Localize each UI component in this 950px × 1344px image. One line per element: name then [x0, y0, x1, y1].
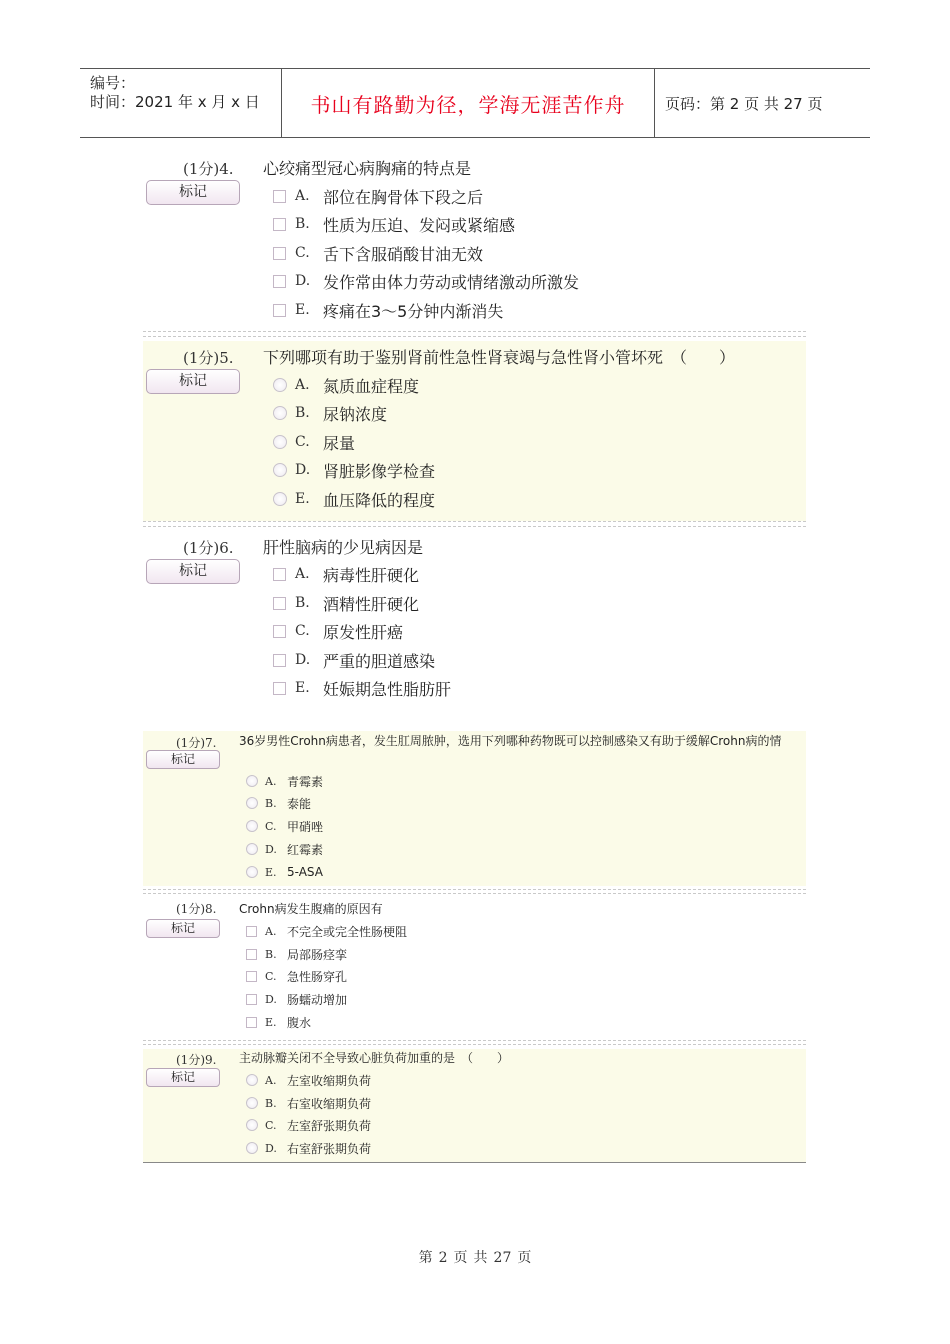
option-text: 疼痛在3～5分钟内渐消失	[323, 301, 504, 321]
checkbox[interactable]	[273, 682, 286, 695]
option-text: 妊娠期急性脂肪肝	[323, 679, 452, 699]
checkbox[interactable]	[246, 971, 257, 982]
radio[interactable]	[246, 1074, 258, 1086]
option-text: 病毒性肝硬化	[323, 565, 420, 585]
option-b[interactable]	[273, 592, 419, 614]
checkbox[interactable]	[273, 275, 286, 288]
radio[interactable]	[246, 1097, 258, 1109]
option-letter: A.	[265, 1073, 277, 1087]
option-letter: A.	[295, 377, 310, 393]
radio[interactable]	[273, 463, 287, 477]
header-motto-cell	[282, 69, 655, 137]
checkbox[interactable]	[246, 994, 257, 1005]
option-b[interactable]	[273, 402, 387, 424]
option-text: 性质为压迫、发闷或紧缩感	[323, 215, 516, 235]
option-letter: D.	[265, 842, 277, 856]
question-number: (1分)7.	[176, 736, 217, 750]
radio[interactable]	[246, 843, 258, 855]
checkbox[interactable]	[246, 949, 257, 960]
option-a[interactable]	[273, 374, 419, 396]
question-text: Crohn病发生腹痛的原因有	[239, 902, 383, 916]
option-b[interactable]	[273, 213, 515, 235]
question-number: (1分)8.	[176, 902, 217, 916]
question-text: 肝性脑病的少见病因是	[263, 538, 424, 557]
option-d[interactable]	[246, 990, 347, 1008]
option-text: 红霉素	[287, 842, 324, 857]
option-letter: A.	[295, 566, 310, 582]
option-e[interactable]	[246, 863, 323, 881]
divider	[143, 893, 806, 894]
question-4	[143, 158, 806, 328]
option-text: 泰能	[287, 796, 312, 811]
option-letter: C.	[295, 623, 310, 639]
checkbox[interactable]	[273, 304, 286, 317]
option-c[interactable]	[246, 967, 347, 985]
option-a[interactable]	[246, 922, 407, 940]
motto-text: 书山有路勤为径，学海无涯苦作舟	[310, 92, 626, 117]
option-e[interactable]	[246, 1013, 311, 1031]
divider	[143, 1044, 806, 1045]
option-text: 不完全或完全性肠梗阻	[287, 924, 408, 939]
footer-page-number: 2	[438, 1250, 448, 1266]
option-a[interactable]	[246, 1071, 371, 1089]
option-text: 右室舒张期负荷	[287, 1141, 372, 1156]
option-text: 氮质血症程度	[323, 376, 420, 396]
option-text: 严重的胆道感染	[323, 651, 436, 671]
serial-label: 编号：	[90, 74, 136, 92]
question-5	[143, 341, 806, 521]
option-text: 青霉素	[287, 774, 324, 789]
option-text: 左室舒张期负荷	[287, 1118, 372, 1133]
checkbox[interactable]	[273, 597, 286, 610]
date-label: 时间：2021 年 x 月 x 日	[90, 93, 260, 111]
footer-text: 页	[453, 1250, 468, 1266]
option-letter: B.	[265, 947, 277, 961]
radio[interactable]	[273, 378, 287, 392]
option-c[interactable]	[273, 242, 483, 264]
question-number: (1分)9.	[176, 1053, 217, 1067]
mark-button[interactable]: 标记	[146, 369, 240, 394]
option-letter: E.	[265, 865, 277, 879]
option-c[interactable]	[246, 817, 323, 835]
mark-button[interactable]: 标记	[146, 1068, 220, 1087]
option-text: 5-ASA	[287, 865, 323, 879]
option-d[interactable]	[273, 270, 579, 292]
option-letter: D.	[295, 462, 311, 478]
option-text: 尿量	[323, 433, 356, 453]
question-number: (1分)5.	[183, 349, 234, 367]
question-text: 下列哪项有助于鉴别肾前性急性肾衰竭与急性肾小管坏死 （ ）	[263, 348, 736, 367]
option-letter: C.	[265, 1118, 277, 1132]
option-letter: E.	[295, 302, 310, 318]
option-e[interactable]	[273, 677, 451, 699]
option-c[interactable]	[273, 431, 355, 453]
footer-text: 第	[418, 1250, 433, 1266]
divider	[143, 521, 806, 522]
question-number: (1分)4.	[183, 160, 234, 178]
mark-button[interactable]: 标记	[146, 180, 240, 205]
radio[interactable]	[246, 1142, 258, 1154]
checkbox[interactable]	[273, 625, 286, 638]
option-text: 局部肠痉挛	[287, 947, 348, 962]
option-text: 舌下含服硝酸甘油无效	[323, 244, 484, 264]
radio[interactable]	[246, 775, 258, 787]
option-letter: B.	[265, 1096, 277, 1110]
option-b[interactable]	[246, 1094, 371, 1112]
header-meta-cell	[80, 69, 282, 137]
divider	[143, 889, 806, 890]
option-b[interactable]	[246, 945, 347, 963]
option-d[interactable]	[246, 1139, 371, 1157]
option-c[interactable]	[273, 620, 403, 642]
option-d[interactable]	[273, 649, 435, 671]
checkbox[interactable]	[246, 926, 257, 937]
option-text: 酒精性肝硬化	[323, 594, 420, 614]
option-text: 左室收缩期负荷	[287, 1073, 372, 1088]
option-d[interactable]	[273, 459, 435, 481]
radio[interactable]	[273, 492, 287, 506]
option-letter: D.	[265, 1141, 277, 1155]
option-letter: A.	[295, 188, 310, 204]
checkbox[interactable]	[246, 1017, 257, 1028]
checkbox[interactable]	[273, 218, 286, 231]
divider	[143, 526, 806, 527]
option-letter: C.	[295, 245, 310, 261]
checkbox[interactable]	[273, 654, 286, 667]
option-letter: B.	[295, 216, 310, 232]
question-number: (1分)6.	[183, 539, 234, 557]
option-letter: E.	[295, 491, 310, 507]
question-6	[143, 537, 806, 707]
checkbox[interactable]	[273, 190, 286, 203]
option-letter: D.	[295, 273, 311, 289]
option-text: 肾脏影像学检查	[323, 461, 436, 481]
divider	[143, 336, 806, 337]
option-a[interactable]	[273, 563, 419, 585]
question-text: 主动脉瓣关闭不全导致心脏负荷加重的是 （ ）	[239, 1051, 510, 1065]
option-text: 肠蠕动增加	[287, 992, 348, 1007]
question-text: 36岁男性Crohn病患者，发生肛周脓肿，选用下列哪种药物既可以控制感染又有助于缓解Crohn病的情	[239, 734, 782, 748]
header-page-info: 页码：第 2 页 共 27 页	[665, 94, 823, 113]
option-c[interactable]	[246, 1116, 371, 1134]
option-text: 腹水	[287, 1015, 312, 1030]
option-letter: B.	[295, 595, 310, 611]
option-text: 尿钠浓度	[323, 404, 388, 424]
option-letter: D.	[295, 652, 311, 668]
radio[interactable]	[273, 435, 287, 449]
option-letter: C.	[265, 969, 277, 983]
option-e[interactable]	[273, 488, 435, 510]
option-text: 发作常由体力劳动或情绪激动所激发	[323, 272, 580, 292]
mark-button[interactable]: 标记	[146, 559, 240, 584]
checkbox[interactable]	[273, 568, 286, 581]
option-text: 血压降低的程度	[323, 490, 436, 510]
question-9	[143, 1049, 806, 1162]
footer-text: 页	[517, 1250, 532, 1266]
option-a[interactable]	[273, 185, 483, 207]
option-letter: A.	[265, 924, 277, 938]
page-header	[80, 68, 870, 138]
option-text: 右室收缩期负荷	[287, 1096, 372, 1111]
radio[interactable]	[246, 866, 258, 878]
mark-button[interactable]: 标记	[146, 750, 220, 769]
divider	[143, 1162, 806, 1163]
question-7	[143, 731, 806, 886]
divider	[143, 331, 806, 332]
checkbox[interactable]	[273, 247, 286, 260]
option-letter: E.	[295, 680, 310, 696]
option-letter: E.	[265, 1015, 277, 1029]
option-e[interactable]	[273, 299, 503, 321]
radio[interactable]	[246, 820, 258, 832]
mark-button[interactable]: 标记	[146, 919, 220, 938]
option-text: 急性肠穿孔	[287, 969, 348, 984]
radio[interactable]	[273, 406, 287, 420]
option-text: 部位在胸骨体下段之后	[323, 187, 484, 207]
option-letter: C.	[265, 819, 277, 833]
option-d[interactable]	[246, 840, 323, 858]
option-letter: B.	[295, 405, 310, 421]
header-page-cell	[655, 69, 870, 137]
question-text: 心绞痛型冠心病胸痛的特点是	[263, 159, 472, 178]
divider	[143, 1040, 806, 1041]
footer-total-pages: 27	[493, 1250, 512, 1266]
question-8	[143, 900, 806, 1035]
option-a[interactable]	[246, 772, 323, 790]
radio[interactable]	[246, 1119, 258, 1131]
option-letter: A.	[265, 774, 277, 788]
option-letter: C.	[295, 434, 310, 450]
option-letter: B.	[265, 796, 277, 810]
option-text: 甲硝唑	[287, 819, 324, 834]
radio[interactable]	[246, 797, 258, 809]
option-letter: D.	[265, 992, 277, 1006]
footer-text: 共	[473, 1250, 488, 1266]
page-footer	[0, 1247, 950, 1267]
option-text: 原发性肝癌	[323, 622, 404, 642]
option-b[interactable]	[246, 794, 311, 812]
